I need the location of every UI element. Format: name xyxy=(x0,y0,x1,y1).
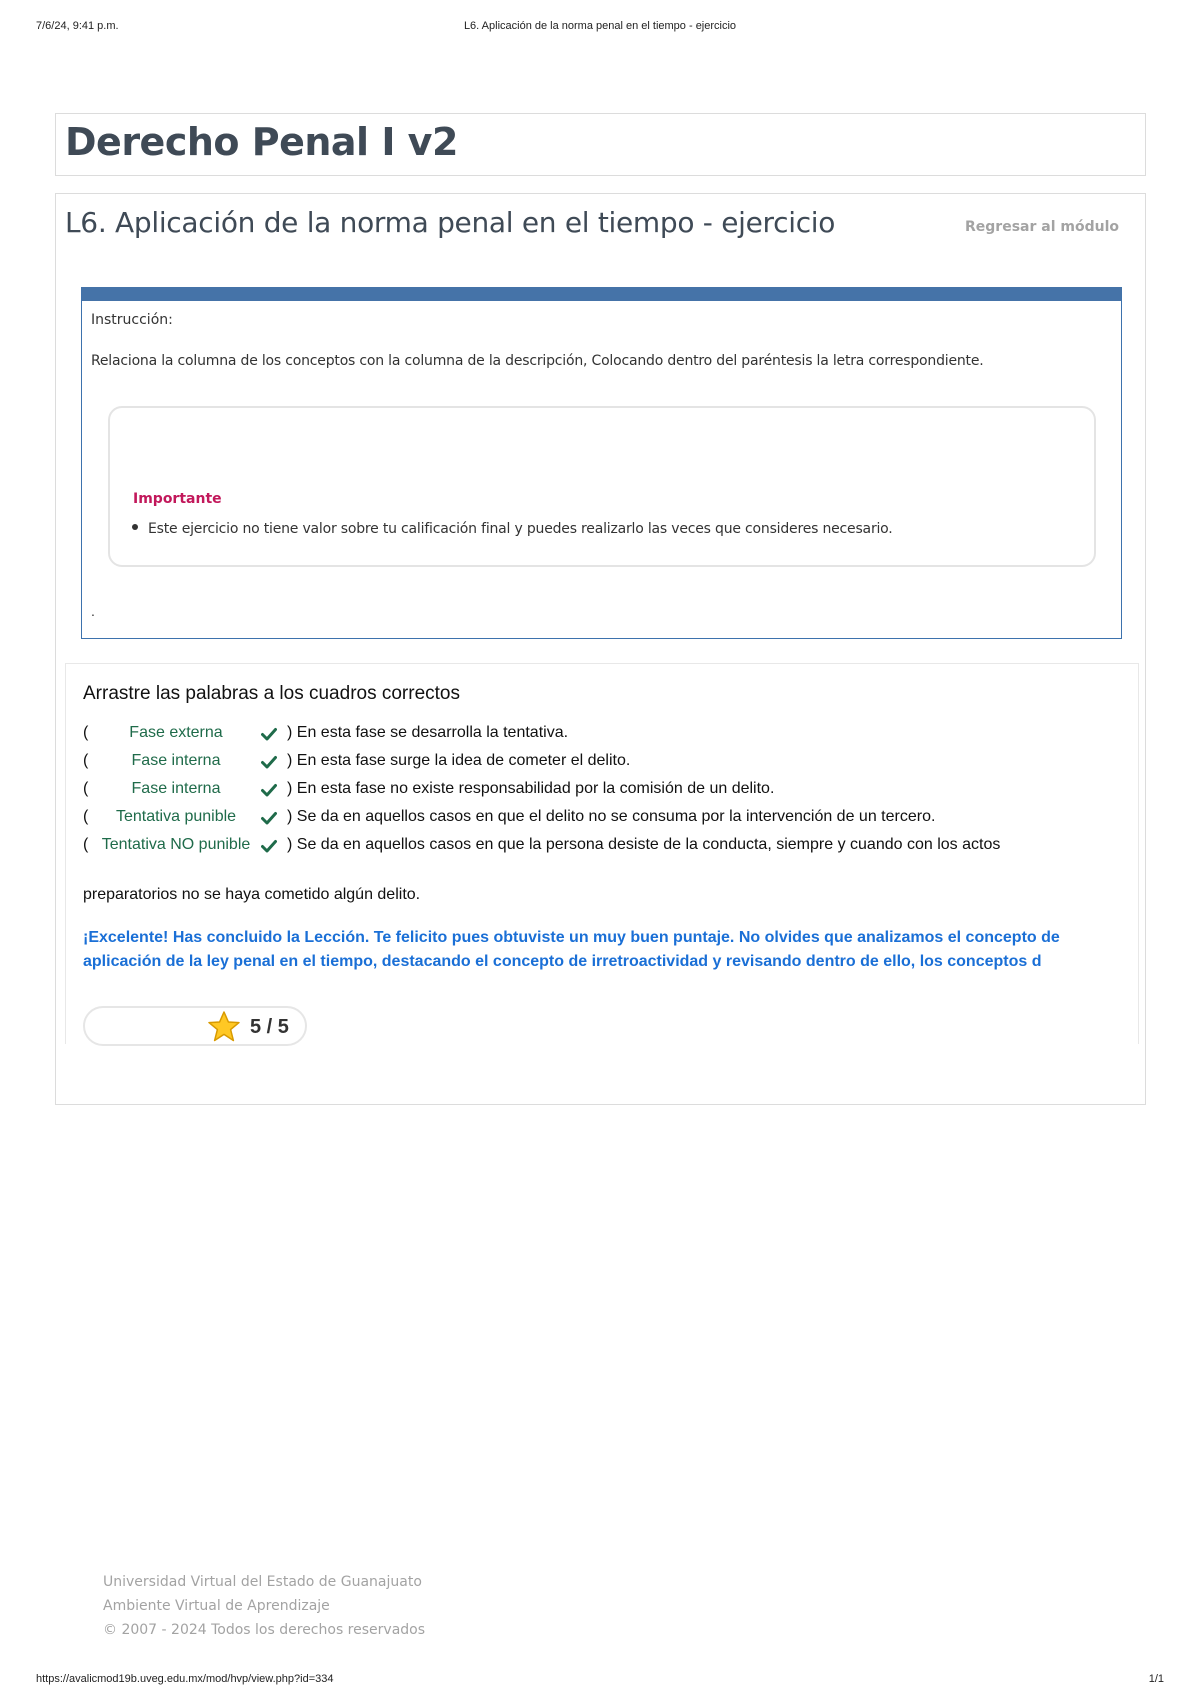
open-paren: ( xyxy=(83,752,89,769)
open-paren: ( xyxy=(83,836,89,853)
important-card xyxy=(108,406,1096,567)
footer-copyright: © 2007 - 2024 Todos los derechos reservados xyxy=(103,1622,426,1638)
important-title: Importante xyxy=(133,491,222,507)
dropzone-answer[interactable]: Tentativa NO punible xyxy=(101,836,251,853)
trailing-dot: . xyxy=(91,603,95,619)
activity-panel xyxy=(55,193,1146,1105)
row-description: ) En esta fase se desarrolla la tentativa. xyxy=(287,724,569,741)
footer-university: Universidad Virtual del Estado de Guanajuato xyxy=(103,1574,422,1590)
back-to-module-link[interactable]: Regresar al módulo xyxy=(965,219,1119,235)
row-description: ) En esta fase surge la idea de cometer el delito. xyxy=(287,752,631,769)
dropzone-answer[interactable]: Tentativa punible xyxy=(115,808,237,825)
row-description: ) En esta fase no existe responsabilidad por la comisión de un delito. xyxy=(287,780,775,797)
site-footer xyxy=(103,1570,425,1642)
instructions-label: Instrucción: xyxy=(91,312,173,328)
row-description: ) Se da en aquellos casos en que la persona desiste de la conducta, siempre y cuando con los actos xyxy=(287,836,1001,853)
print-page-number: 1/1 xyxy=(1148,1673,1164,1685)
check-icon xyxy=(261,838,277,854)
check-icon xyxy=(261,782,277,798)
row-description: ) Se da en aquellos casos en que el delito no se consuma por la intervención de un tercero. xyxy=(287,808,936,825)
important-bullet xyxy=(132,521,893,537)
row-description-continuation: preparatorios no se haya cometido algún delito. xyxy=(83,886,421,903)
print-datetime: 7/6/24, 9:41 p.m. xyxy=(36,20,119,32)
star-icon xyxy=(207,1010,241,1044)
footer-environment: Ambiente Virtual de Aprendizaje xyxy=(103,1598,330,1614)
feedback-message: ¡Excelente! Has concluido la Lección. Te felicito pues obtuviste un muy buen puntaje. No olvides que analizamos el concepto de aplicación de la ley penal en el tiempo, destacando el concepto de irretroactividad y revisando dentro de ello, los conceptos d xyxy=(83,929,1060,970)
check-icon xyxy=(261,754,277,770)
dropzone-answer[interactable]: Fase interna xyxy=(131,780,221,797)
dropzone-answer[interactable]: Fase interna xyxy=(131,752,221,769)
course-header xyxy=(55,113,1146,176)
open-paren: ( xyxy=(83,780,89,797)
open-paren: ( xyxy=(83,808,89,825)
instructions-box xyxy=(81,287,1122,639)
drag-words-exercise xyxy=(65,663,1139,1044)
score-bar xyxy=(83,1006,307,1046)
print-doc-title: L6. Aplicación de la norma penal en el tiempo - ejercicio xyxy=(463,20,737,32)
exercise-title: Arrastre las palabras a los cuadros correctos xyxy=(83,683,460,704)
instructions-text: Relaciona la columna de los conceptos con la columna de la descripción, Colocando dentro del paréntesis la letra correspondiente. xyxy=(91,353,984,369)
print-url: https://avalicmod19b.uveg.edu.mx/mod/hvp/view.php?id=334 xyxy=(36,1673,334,1685)
bullet-dot-icon xyxy=(132,524,138,530)
activity-title: L6. Aplicación de la norma penal en el tiempo - ejercicio xyxy=(65,206,836,239)
open-paren: ( xyxy=(83,724,89,741)
print-header xyxy=(36,20,1164,36)
score-text: 5 / 5 xyxy=(250,1016,289,1038)
course-title: Derecho Penal I v2 xyxy=(65,120,458,164)
print-footer xyxy=(36,1673,1164,1689)
important-bullet-text: Este ejercicio no tiene valor sobre tu calificación final y puedes realizarlo las veces que consideres necesario. xyxy=(148,521,893,537)
check-icon xyxy=(261,726,277,742)
check-icon xyxy=(261,810,277,826)
dropzone-answer[interactable]: Fase externa xyxy=(129,724,223,741)
